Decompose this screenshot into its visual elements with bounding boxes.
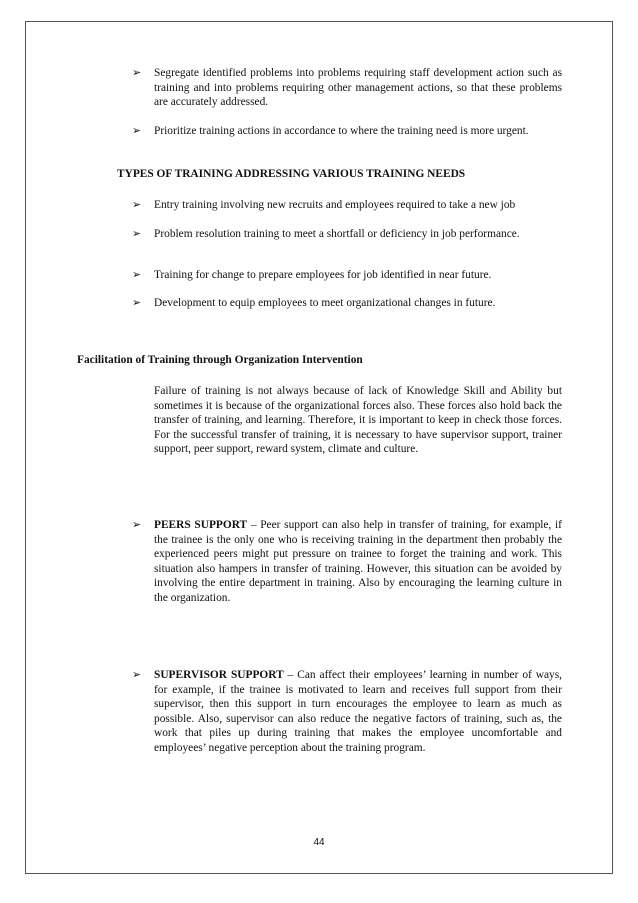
facilitation-paragraph: Failure of training is not always because of lack of Knowledge Skill and Ability but sometimes it is because of the organizational forces also. These forces also hold back the transfer of training, and learning. Therefore, it is important to keep in check those forces. For the successful transfer of training, it is necessary to have supervisor support, trainer support, peer support, reward system, climate and culture. bbox=[154, 385, 562, 455]
arrow-bullet-icon: ➢ bbox=[132, 297, 142, 309]
facilitation-heading: Facilitation of Training through Organization Intervention bbox=[77, 354, 363, 366]
section-heading: TYPES OF TRAINING ADDRESSING VARIOUS TRAINING NEEDS bbox=[117, 168, 466, 180]
arrow-bullet-icon: ➢ bbox=[132, 67, 142, 79]
arrow-bullet-icon: ➢ bbox=[132, 228, 142, 240]
peers-support-item bbox=[132, 518, 562, 605]
supervisor-support-text bbox=[154, 668, 562, 755]
supervisor-support-body: – Can affect their employees’ learning in number of ways, for example, if the trainee is motivated to learn and receives full support from their supervisor, then this support in turn encourages the employee to learn as much as possible. Also, supervisor can also reduce the negative factors of training, such as, the work that piles up during training that makes the employee uncomfortable and employees’ negative perception about the training program. bbox=[154, 669, 562, 754]
list-item bbox=[132, 227, 562, 242]
list-item bbox=[132, 66, 562, 110]
bullet-text: Entry training involving new recruits and employees required to take a new job bbox=[154, 199, 516, 211]
bullet-text: Training for change to prepare employees for job identified in near future. bbox=[154, 269, 492, 281]
arrow-bullet-icon: ➢ bbox=[132, 269, 142, 281]
arrow-bullet-icon: ➢ bbox=[132, 519, 142, 531]
list-item bbox=[132, 296, 562, 311]
arrow-bullet-icon: ➢ bbox=[132, 125, 142, 137]
supervisor-support-item bbox=[132, 668, 562, 755]
peers-support-body: – Peer support can also help in transfer of training, for example, if the trainee is the only one who is receiving training in the department then probably the experienced peers might put pressure on trainee to forget the training and work. This situation also hampers in transfer of training. However, this situation can be avoided by involving the entire department in training. Also by encouraging the learning culture in the organization. bbox=[154, 519, 562, 604]
page-number: 44 bbox=[313, 837, 325, 848]
arrow-bullet-icon: ➢ bbox=[132, 669, 142, 681]
supervisor-support-lead: SUPERVISOR SUPPORT bbox=[154, 669, 284, 681]
bullet-text: Prioritize training actions in accordance to where the training need is more urgent. bbox=[154, 125, 529, 137]
bullet-text: Segregate identified problems into problems requiring staff development action such as training and into problems requiring other management actions, so that these problems are accurately addressed. bbox=[154, 67, 562, 108]
bullet-text: Development to equip employees to meet organizational changes in future. bbox=[154, 297, 496, 309]
list-item bbox=[132, 198, 562, 213]
peers-support-text bbox=[154, 518, 562, 605]
list-item bbox=[132, 124, 562, 139]
bullet-text: Problem resolution training to meet a shortfall or deficiency in job performance. bbox=[154, 228, 520, 240]
peers-support-lead: PEERS SUPPORT bbox=[154, 519, 248, 531]
list-item bbox=[132, 268, 562, 283]
arrow-bullet-icon: ➢ bbox=[132, 199, 142, 211]
